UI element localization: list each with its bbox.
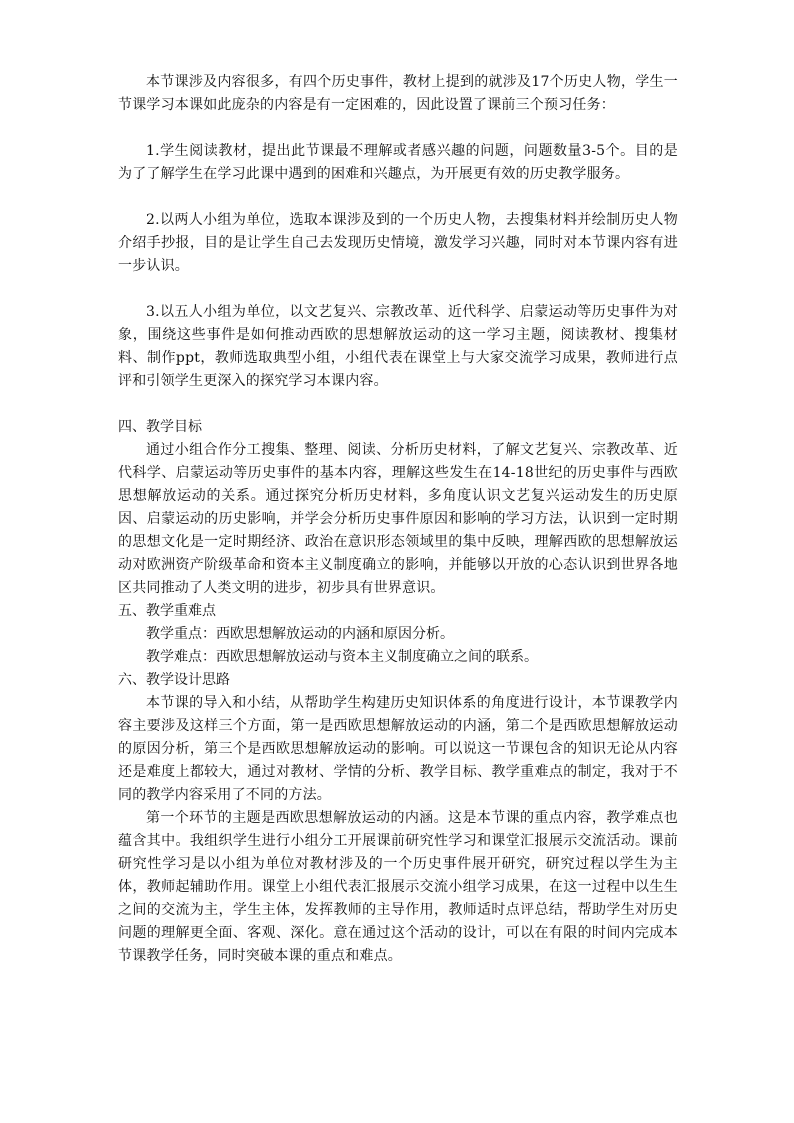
intro-paragraph: 本节课涉及内容很多，有四个历史事件，教材上提到的就涉及17个历史人物，学生一节课学习本课如此庞杂的内容是有一定困难的，因此设置了课前三个预习任务： xyxy=(118,74,678,113)
design-ideas-paragraph-1: 本节课的导入和小结，从帮助学生构建历史知识体系的角度进行设计，本节课教学内容主要涉及这样三个方面，第一是西欧思想解放运动的内涵，第二个是西欧思想解放运动的原因分析，第三个是西欧思想解放运动的影响。可以说这一节课包含的知识无论从内容还是难度上都较大，通过对教材、学情的分析、教学目标、教学重难点的制定，我对于不同的教学内容采用了不同的方法。 xyxy=(118,695,678,803)
section-heading-design-ideas: 六、教学设计思路 xyxy=(118,672,230,688)
preview-task-3: 3.以五人小组为单位，以文艺复兴、宗教改革、近代科学、启蒙运动等历史事件为对象，围绕这些事件是如何推动西欧的思想解放运动的这一学习主题，阅读教材、搜集材料、制作ppt，教师选取典型小组，小组代表在课堂上与大家交流学习成果，教师进行点评和引领学生更深入的探究学习本课内容。 xyxy=(118,304,678,389)
preview-task-2: 2.以两人小组为单位，选取本课涉及到的一个历史人物，去搜集材料并绘制历史人物介绍手抄报，目的是让学生自己去发现历史情境，激发学习兴趣，同时对本节课内容有进一步认识。 xyxy=(118,212,678,274)
teaching-goals-body: 通过小组合作分工搜集、整理、阅读、分析历史材料，了解文艺复兴、宗教改革、近代科学、启蒙运动等历史事件的基本内容，理解这些发生在14-18世纪的历史事件与西欧思想解放运动的关系。通过探究分析历史材料，多角度认识文艺复兴运动发生的历史原因、启蒙运动的历史影响，并学会分析历史事件原因和影响的学习方法，认识到一定时期的思想文化是一定时期经济、政治在意识形态领域里的集中反映，理解西欧的思想解放运动对欧洲资产阶级革命和资本主义制度确立的影响，并能够以开放的心态认识到世界各地区共同推动了人类文明的进步，初步具有世界意识。 xyxy=(118,442,678,596)
document-page xyxy=(118,71,678,968)
preview-task-1: 1.学生阅读教材，提出此节课最不理解或者感兴趣的问题，问题数量3-5个。目的是为了了解学生在学习此课中遇到的困难和兴趣点，为开展更有效的历史教学服务。 xyxy=(118,143,678,182)
difficult-point: 教学难点：西欧思想解放运动与资本主义制度确立之间的联系。 xyxy=(146,649,538,665)
design-ideas-paragraph-2: 第一个环节的主题是西欧思想解放运动的内涵。这是本节课的重点内容，教学难点也蕴含其中。我组织学生进行小组分工开展课前研究性学习和课堂汇报展示交流活动。课前研究性学习是以小组为单位对教材涉及的一个历史事件展开研究，研究过程以学生为主体，教师起辅助作用。课堂上小组代表汇报展示交流小组学习成果，在这一过程中以生生之间的交流为主，学生主体，发挥教师的主导作用，教师适时点评总结，帮助学生对历史问题的理解更全面、客观、深化。意在通过这个活动的设计，可以在有限的时间内完成本节课教学任务，同时突破本课的重点和难点。 xyxy=(118,810,678,964)
spacer xyxy=(118,393,678,416)
spacer xyxy=(118,186,678,209)
spacer xyxy=(118,117,678,140)
section-heading-key-difficult-points: 五、教学重难点 xyxy=(118,603,216,619)
spacer xyxy=(118,278,678,301)
section-heading-teaching-goals: 四、教学目标 xyxy=(118,419,202,435)
key-point: 教学重点：西欧思想解放运动的内涵和原因分析。 xyxy=(146,626,454,642)
